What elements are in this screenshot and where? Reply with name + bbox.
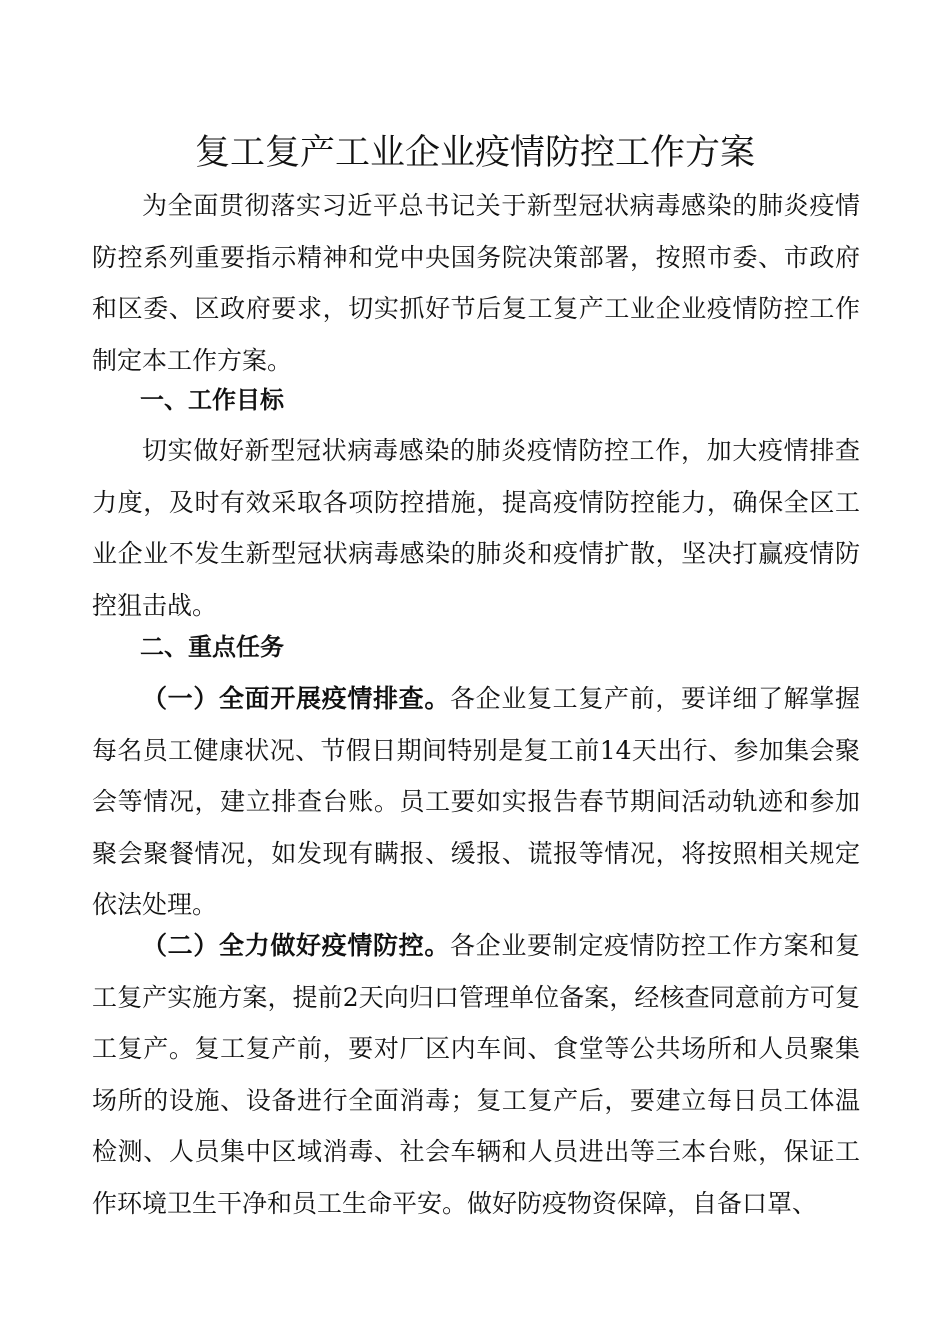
task-item-2-lead: （二）全力做好疫情防控。 [142, 931, 450, 960]
intro-paragraph: 为全面贯彻落实习近平总书记关于新型冠状病毒感染的肺炎疫情防控系列重要指示精神和党中央国务院决策部署，按照市委、市政府和区委、区政府要求，切实抓好节后复工复产工业企业疫情防控工作制定本工作方案。 [92, 191, 860, 375]
task-item-2-paragraph [92, 920, 860, 1229]
section-heading-goals: 一、工作目标 [140, 386, 284, 414]
document-title: 复工复产工业企业疫情防控工作方案 [194, 133, 755, 173]
section-heading-tasks: 二、重点任务 [140, 633, 284, 661]
task-item-1-lead: （一）全面开展疫情排查。 [142, 684, 450, 713]
task-item-2-body: 各企业要制定疫情防控工作方案和复工复产实施方案，提前2天向归口管理单位备案，经核查同意前方可复工复产。复工复产前，要对厂区内车间、食堂等公共场所和人员聚集场所的设施、设备进行全面消毒；复工复产后，要建立每日员工体温检测、人员集中区域消毒、社会车辆和人员进出等三本台账，保证工作环境卫生干净和员工生命平安。做好防疫物资保障，自备口罩、 [92, 931, 860, 1218]
task-item-1-paragraph [92, 673, 860, 931]
task-item-1-body: 各企业复工复产前，要详细了解掌握每名员工健康状况、节假日期间特别是复工前14天出行、参加集会聚会等情况，建立排查台账。员工要如实报告春节期间活动轨迹和参加聚会聚餐情况，如发现有瞒报、缓报、谎报等情况，将按照相关规定依法处理。 [92, 684, 860, 919]
goals-paragraph: 切实做好新型冠状病毒感染的肺炎疫情防控工作，加大疫情排查力度，及时有效采取各项防控措施，提高疫情防控能力，确保全区工业企业不发生新型冠状病毒感染的肺炎和疫情扩散，坚决打赢疫情防控狙击战。 [92, 436, 860, 620]
